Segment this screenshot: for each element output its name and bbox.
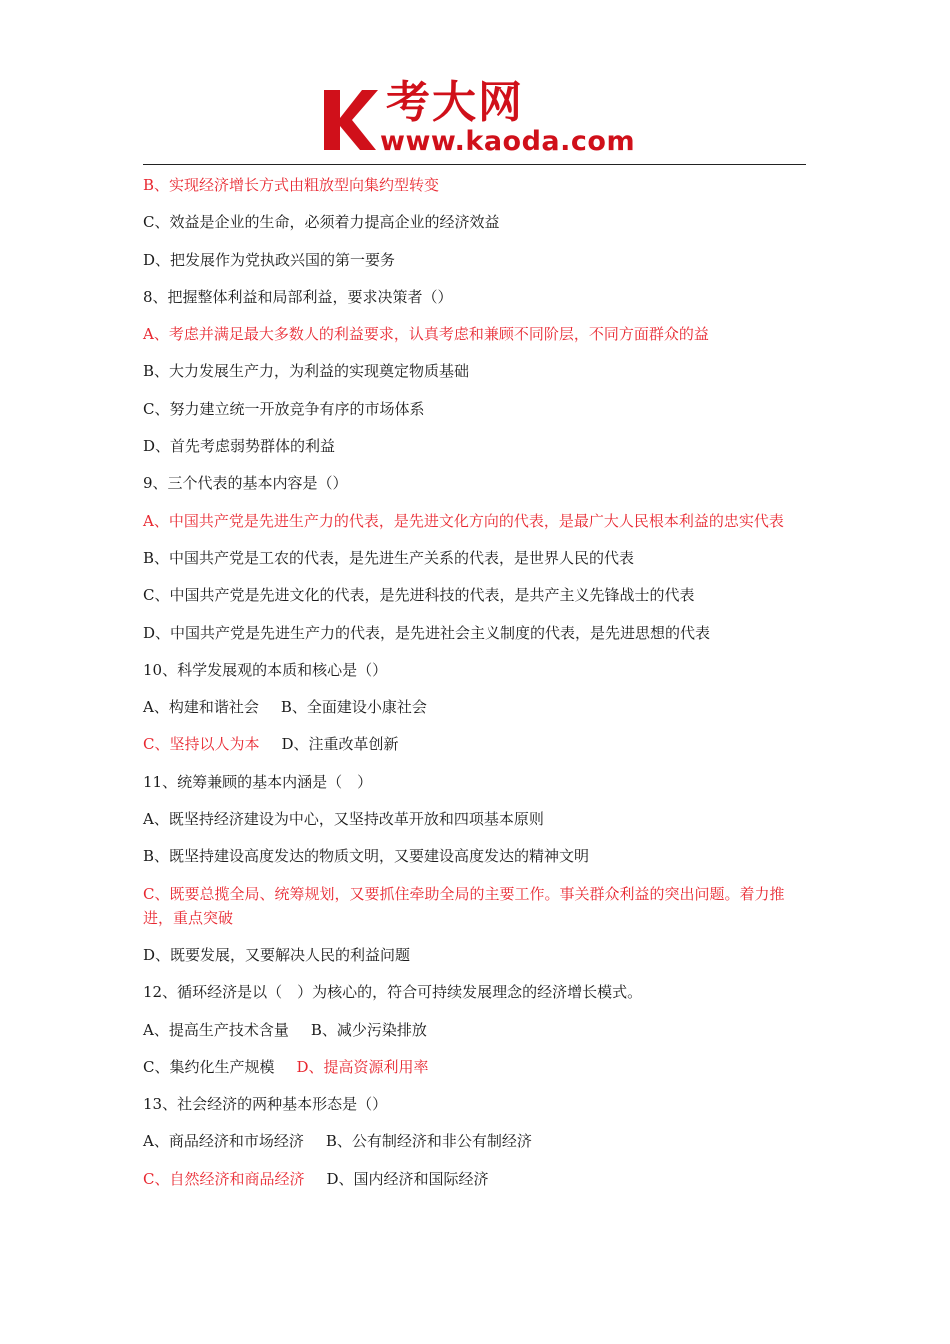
question-text: 9、三个代表的基本内容是（） <box>143 474 348 493</box>
question-text: 8、把握整体利益和局部利益，要求决策者（） <box>143 287 453 306</box>
option-text: D、把发展作为党执政兴国的第一要务 <box>143 250 396 269</box>
answer-option: C、既要总揽全局、统筹规划，又要抓住牵助全局的主要工作。事关群众利益的突出问题。着力推进，重点突破 <box>143 884 785 927</box>
k-logo-icon <box>318 84 380 154</box>
option-pair-line <box>143 1055 813 1079</box>
option-text: C、集约化生产规模 <box>143 1057 275 1076</box>
option-text: B、公有制经济和非公有制经济 <box>325 1132 532 1151</box>
option-text: B、中国共产党是工农的代表，是先进生产关系的代表，是世界人民的代表 <box>143 548 635 567</box>
question-list <box>143 173 813 1204</box>
answer-option: A、中国共产党是先进生产力的代表，是先进文化方向的代表，是最广大人民根本利益的忠实代表 <box>143 511 784 530</box>
option-text: D、国内经济和国际经济 <box>326 1169 489 1188</box>
answer-option: D、提高资源利用率 <box>296 1057 429 1076</box>
option-pair-line <box>143 1018 813 1042</box>
logo-chinese-text: 考大网 <box>386 77 524 128</box>
option-text: D、既要发展，又要解决人民的利益问题 <box>143 945 411 964</box>
option-text: C、中国共产党是先进文化的代表，是先进科技的代表，是共产主义先锋战士的代表 <box>143 586 695 605</box>
answer-option: C、自然经济和商品经济 <box>143 1169 305 1188</box>
option-text: D、中国共产党是先进生产力的代表，是先进社会主义制度的代表，是先进思想的代表 <box>143 623 711 642</box>
option-text: C、效益是企业的生命，必须着力提高企业的经济效益 <box>143 213 500 232</box>
option-text: A、商品经济和市场经济 <box>143 1132 304 1151</box>
option-text: B、全面建设小康社会 <box>280 698 427 717</box>
option-pair-line <box>143 695 813 719</box>
header-divider <box>143 164 806 165</box>
logo-url: www.kaoda.com <box>380 126 636 157</box>
option-text: B、减少污染排放 <box>310 1020 427 1039</box>
option-text: A、构建和谐社会 <box>143 698 259 717</box>
option-text: D、首先考虑弱势群体的利益 <box>143 437 336 456</box>
option-text: D、注重改革创新 <box>281 735 399 754</box>
question-text: 11、统筹兼顾的基本内涵是（ ） <box>143 772 373 791</box>
option-pair-line <box>143 1167 813 1191</box>
answer-option: A、考虑并满足最大多数人的利益要求，认真考虑和兼顾不同阶层，不同方面群众的益 <box>143 325 709 344</box>
answer-option: C、坚持以人为本 <box>143 735 260 754</box>
option-pair-line <box>143 1129 813 1153</box>
question-text: 12、循环经济是以（ ）为核心的，符合可持续发展理念的经济增长模式。 <box>143 983 643 1002</box>
option-text: B、大力发展生产力，为利益的实现奠定物质基础 <box>143 362 470 381</box>
option-text: C、努力建立统一开放竞争有序的市场体系 <box>143 399 425 418</box>
option-text: A、提高生产技术含量 <box>143 1020 289 1039</box>
option-text: A、既坚持经济建设为中心，又坚持改革开放和四项基本原则 <box>143 810 544 829</box>
question-text: 13、社会经济的两种基本形态是（） <box>143 1095 388 1114</box>
option-text: B、既坚持建设高度发达的物质文明，又要建设高度发达的精神文明 <box>143 847 590 866</box>
kaoda-logo <box>318 77 648 160</box>
option-pair-line <box>143 732 813 756</box>
question-text: 10、科学发展观的本质和核心是（） <box>143 660 388 679</box>
answer-option: B、实现经济增长方式由粗放型向集约型转变 <box>143 176 440 194</box>
